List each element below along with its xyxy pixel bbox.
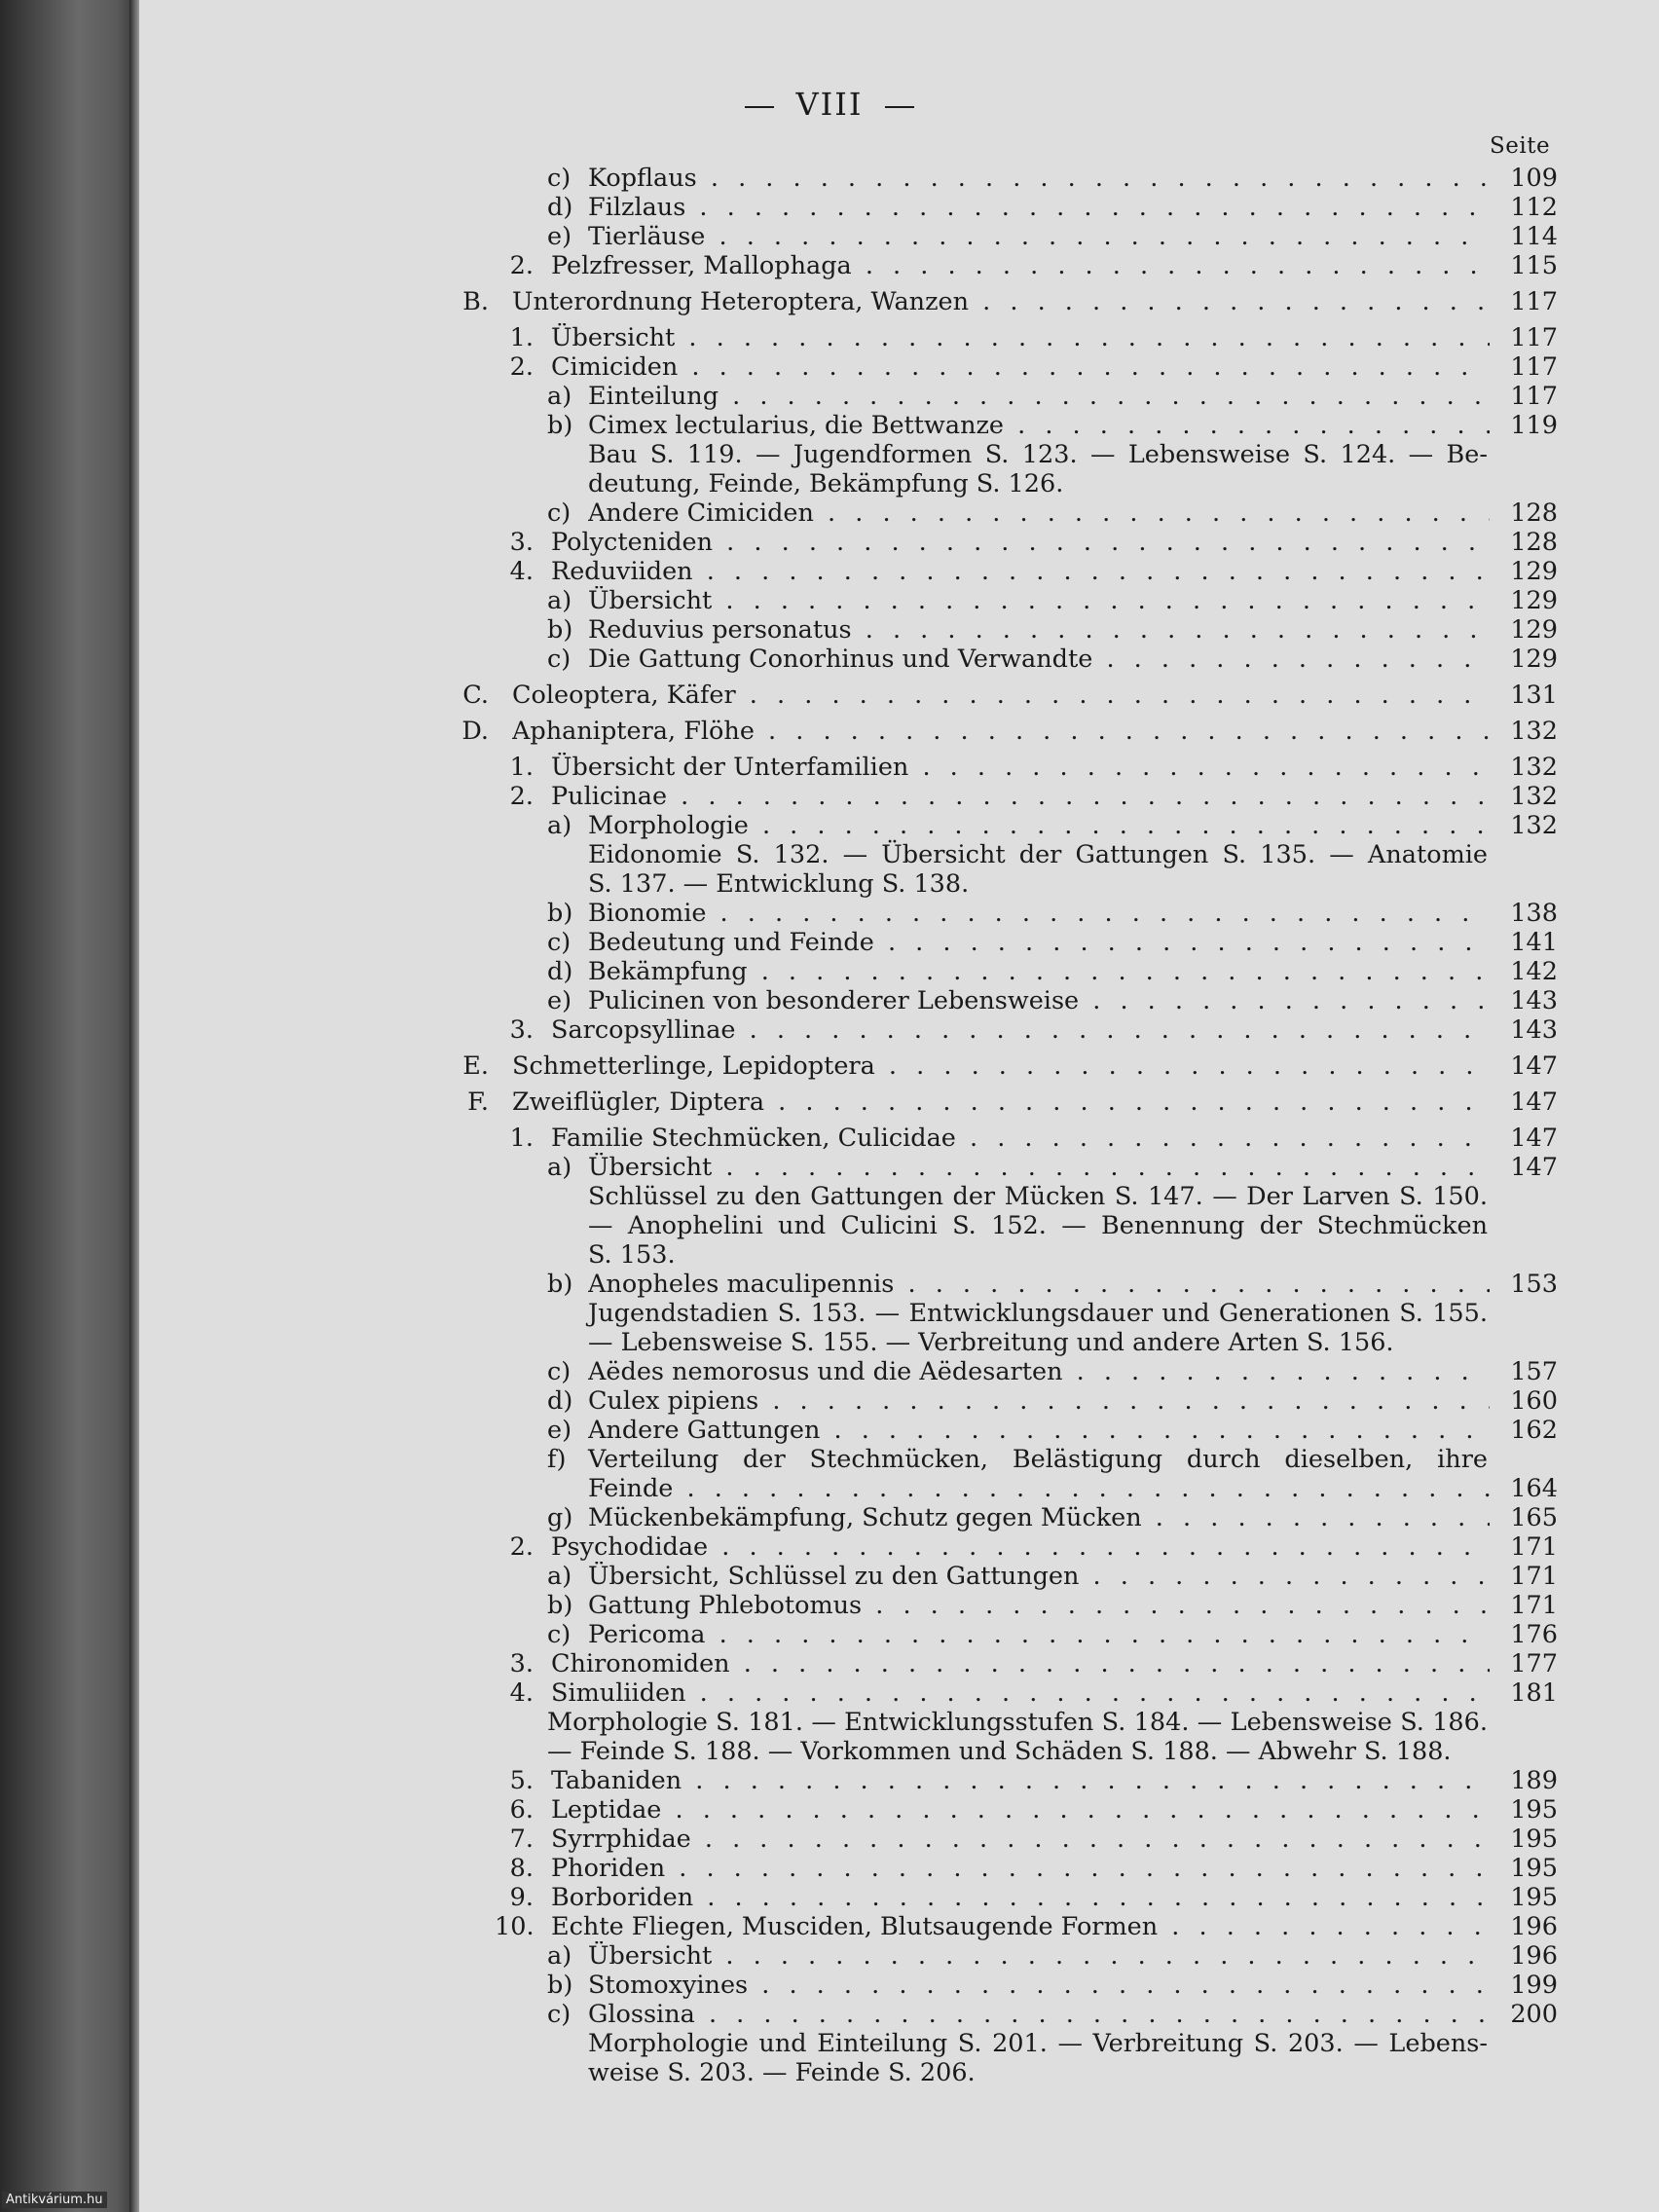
toc-entry-continuation <box>458 1474 1558 1503</box>
entry-label: c) <box>547 1357 571 1386</box>
entry-label: d) <box>547 1386 573 1416</box>
entry-label: d) <box>547 193 573 222</box>
entry-title: Tierläuse . . . <box>588 222 1490 251</box>
entry-label: 1. <box>509 323 534 352</box>
entry-label: e) <box>547 1416 572 1445</box>
entry-label: 2. <box>509 251 534 280</box>
toc-entry <box>458 1503 1558 1532</box>
toc-entry <box>458 586 1558 615</box>
toc-entry <box>458 1532 1558 1562</box>
entry-title: Filzlaus . . . <box>588 193 1490 222</box>
entry-label: e) <box>547 222 572 251</box>
entry-description: — Anophelini und Culicini S. 152. — Benennung der Stechmücken <box>588 1211 1488 1240</box>
toc-entry <box>458 899 1558 928</box>
toc-entry <box>458 1153 1558 1182</box>
entry-description: — Lebensweise S. 155. — Verbreitung und andere Arten S. 156. <box>588 1328 1394 1357</box>
toc-entry <box>458 1124 1558 1153</box>
entry-label: F. <box>467 1088 489 1117</box>
entry-page-number: 129 <box>1493 615 1558 645</box>
entry-title: Einteilung . . . <box>588 382 1490 411</box>
toc-entry <box>458 1270 1558 1299</box>
toc-entry <box>458 2000 1558 2029</box>
toc-entry <box>458 717 1558 746</box>
entry-title: Coleoptera, Käfer . . . <box>512 681 1490 710</box>
entry-page-number: 195 <box>1493 1825 1558 1854</box>
entry-title: Cimiciden . . . <box>551 352 1490 382</box>
toc-entry <box>458 1649 1558 1678</box>
entry-title: Simuliiden . . . <box>551 1678 1490 1708</box>
entry-title-continued: Feinde . . . <box>588 1474 1490 1503</box>
entry-page-number: 128 <box>1493 498 1558 528</box>
entry-label: 5. <box>509 1766 534 1795</box>
entry-page-number: 129 <box>1493 557 1558 586</box>
entry-title: Tabaniden . . . <box>551 1766 1490 1795</box>
entry-label: 1. <box>509 1124 534 1153</box>
entry-title: Kopflaus . . . <box>588 164 1490 193</box>
entry-page-number: 171 <box>1493 1591 1558 1620</box>
header-dash-left <box>745 106 774 108</box>
toc-entry <box>458 1088 1558 1117</box>
toc-entry <box>458 1416 1558 1445</box>
entry-description: Morphologie und Einteilung S. 201. — Verbreitung S. 203. — Lebens- <box>588 2029 1488 2058</box>
entry-label: b) <box>547 1971 573 2000</box>
book-spine <box>0 0 136 2212</box>
entry-label: 3. <box>509 1015 534 1045</box>
entry-page-number: 141 <box>1493 928 1558 957</box>
entry-description: — Feinde S. 188. — Vorkommen und Schäden S. 188. — Abwehr S. 188. <box>547 1737 1452 1766</box>
entry-label: C. <box>462 681 489 710</box>
entry-page-number: 160 <box>1493 1386 1558 1416</box>
entry-page-number: 132 <box>1493 717 1558 746</box>
entry-label: B. <box>462 287 489 316</box>
toc-entry <box>458 287 1558 316</box>
entry-page-number: 117 <box>1493 323 1558 352</box>
toc-entry <box>458 1620 1558 1649</box>
entry-page-number: 132 <box>1493 811 1558 840</box>
entry-title: Übersicht, Schlüssel zu den Gattungen . . . <box>588 1562 1490 1591</box>
entry-page-number: 177 <box>1493 1649 1558 1678</box>
toc-entry <box>458 1015 1558 1045</box>
toc-entry <box>458 1386 1558 1416</box>
entry-page-number: 142 <box>1493 957 1558 986</box>
entry-description: Jugendstadien S. 153. — Entwicklungsdauer und Generationen S. 155. <box>588 1299 1488 1328</box>
entry-page-number: 138 <box>1493 899 1558 928</box>
entry-page-number: 147 <box>1493 1124 1558 1153</box>
entry-description: Schlüssel zu den Gattungen der Mücken S. 147. — Der Larven S. 150. <box>588 1182 1488 1211</box>
entry-page-number: 115 <box>1493 251 1558 280</box>
entry-label: c) <box>547 645 571 674</box>
toc-entry <box>458 1883 1558 1912</box>
entry-title: Übersicht . . . <box>588 586 1490 615</box>
entry-title: Psychodidae . . . <box>551 1532 1490 1562</box>
entry-title: Anopheles maculipennis . . . <box>588 1270 1490 1299</box>
toc-entry <box>458 557 1558 586</box>
entry-title: Bionomie . . . <box>588 899 1490 928</box>
entry-title: Pericoma . . . <box>588 1620 1490 1649</box>
entry-title: Syrrphidae . . . <box>551 1825 1490 1854</box>
entry-label: a) <box>547 811 572 840</box>
entry-label: 8. <box>509 1854 534 1883</box>
entry-label: 10. <box>495 1912 535 1941</box>
entry-label: 3. <box>509 528 534 557</box>
entry-label: a) <box>547 1153 572 1182</box>
entry-page-number: 119 <box>1493 411 1558 440</box>
entry-title: Leptidae . . . <box>551 1795 1490 1825</box>
entry-label: 2. <box>509 352 534 382</box>
entry-title: Pulicinen von besonderer Lebensweise . . . <box>588 986 1490 1015</box>
toc-entry <box>458 1766 1558 1795</box>
entry-label: f) <box>547 1445 567 1474</box>
toc-entry <box>458 1971 1558 2000</box>
toc-entry <box>458 1591 1558 1620</box>
toc-entry <box>458 928 1558 957</box>
entry-label: b) <box>547 899 573 928</box>
toc-entry <box>458 957 1558 986</box>
entry-page-number: 157 <box>1493 1357 1558 1386</box>
entry-label: 3. <box>509 1649 534 1678</box>
entry-page-number: 200 <box>1493 2000 1558 2029</box>
entry-page-number: 132 <box>1493 782 1558 811</box>
entry-title: Übersicht . . . <box>551 323 1490 352</box>
entry-description: Eidonomie S. 132. — Übersicht der Gattungen S. 135. — Anatomie <box>588 840 1488 869</box>
entry-title: Unterordnung Heteroptera, Wanzen . . . <box>512 287 1490 316</box>
entry-page-number: 114 <box>1493 222 1558 251</box>
entry-title: Übersicht . . . <box>588 1153 1490 1182</box>
toc-entry <box>458 528 1558 557</box>
toc-entry <box>458 323 1558 352</box>
entry-title: Glossina . . . <box>588 2000 1490 2029</box>
entry-page-number: 162 <box>1493 1416 1558 1445</box>
entry-title: Aëdes nemorosus und die Aëdesarten . . . <box>588 1357 1490 1386</box>
entry-page-number: 195 <box>1493 1883 1558 1912</box>
entry-page-number: 117 <box>1493 382 1558 411</box>
entry-label: 6. <box>509 1795 534 1825</box>
entry-page-number: 199 <box>1493 1971 1558 2000</box>
toc-entry <box>458 251 1558 280</box>
entry-page-number: 143 <box>1493 1015 1558 1045</box>
entry-title: Bekämpfung . . . <box>588 957 1490 986</box>
entry-page-number: 132 <box>1493 753 1558 782</box>
entry-page-number: 171 <box>1493 1562 1558 1591</box>
toc-entry <box>458 1445 1558 1474</box>
entry-label: e) <box>547 986 572 1015</box>
toc-entry <box>458 645 1558 674</box>
entry-title: Stomoxyines . . . <box>588 1971 1490 2000</box>
spine-edge <box>129 0 139 2212</box>
entry-title: Pelzfresser, Mallophaga . . . <box>551 251 1490 280</box>
entry-page-number: 128 <box>1493 528 1558 557</box>
toc-entry <box>458 164 1558 193</box>
entry-description: S. 137. — Entwicklung S. 138. <box>588 869 970 899</box>
toc-entry <box>458 1825 1558 1854</box>
page-header <box>0 86 1659 123</box>
entry-page-number: 131 <box>1493 681 1558 710</box>
entry-page-number: 109 <box>1493 164 1558 193</box>
entry-title: Zweiflügler, Diptera . . . <box>512 1088 1490 1117</box>
toc-entry <box>458 1941 1558 1971</box>
toc-entry <box>458 411 1558 440</box>
entry-title: Die Gattung Conorhinus und Verwandte . . . <box>588 645 1490 674</box>
entry-label: b) <box>547 615 573 645</box>
entry-title: Cimex lectularius, die Bettwanze . . . <box>588 411 1490 440</box>
entry-page-number: 195 <box>1493 1795 1558 1825</box>
toc-entry <box>458 1357 1558 1386</box>
entry-page-number: 129 <box>1493 645 1558 674</box>
entry-label: 2. <box>509 782 534 811</box>
entry-page-number: 165 <box>1493 1503 1558 1532</box>
entry-page-number: 196 <box>1493 1941 1558 1971</box>
entry-description: S. 153. <box>588 1240 676 1270</box>
entry-title: Sarcopsyllinae . . . <box>551 1015 1490 1045</box>
entry-page-number: 112 <box>1493 193 1558 222</box>
entry-label: b) <box>547 1591 573 1620</box>
entry-title: Aphaniptera, Flöhe . . . <box>512 717 1490 746</box>
toc-entry <box>458 193 1558 222</box>
entry-page-number: 117 <box>1493 352 1558 382</box>
entry-title: Reduviiden . . . <box>551 557 1490 586</box>
watermark: Antikvárium.hu <box>2 2192 107 2208</box>
entry-title: Chironomiden . . . <box>551 1649 1490 1678</box>
entry-description: Bau S. 119. — Jugendformen S. 123. — Lebensweise S. 124. — Be- <box>588 440 1488 469</box>
toc-entry <box>458 1912 1558 1941</box>
entry-label: c) <box>547 1620 571 1649</box>
entry-label: 9. <box>509 1883 534 1912</box>
entry-page-number: 147 <box>1493 1153 1558 1182</box>
entry-label: a) <box>547 1562 572 1591</box>
toc-entry <box>458 986 1558 1015</box>
entry-page-number: 176 <box>1493 1620 1558 1649</box>
toc-entry <box>458 1678 1558 1708</box>
entry-title: Bedeutung und Feinde . . . <box>588 928 1490 957</box>
toc-entry <box>458 753 1558 782</box>
toc-entry <box>458 811 1558 840</box>
entry-label: E. <box>462 1051 489 1081</box>
toc-entry <box>458 498 1558 528</box>
entry-label: a) <box>547 586 572 615</box>
entry-label: b) <box>547 411 573 440</box>
entry-title: Phoriden . . . <box>551 1854 1490 1883</box>
toc-entry <box>458 382 1558 411</box>
entry-page-number: 164 <box>1493 1474 1558 1503</box>
entry-label: d) <box>547 957 573 986</box>
toc-entry <box>458 1795 1558 1825</box>
entry-label: g) <box>547 1503 573 1532</box>
entry-description: Morphologie S. 181. — Entwicklungsstufen S. 184. — Lebensweise S. 186. <box>547 1708 1488 1737</box>
entry-title: Andere Gattungen . . . <box>588 1416 1490 1445</box>
toc-entry <box>458 615 1558 645</box>
toc-entry <box>458 222 1558 251</box>
entry-description: weise S. 203. — Feinde S. 206. <box>588 2058 976 2087</box>
entry-description: deutung, Feinde, Bekämpfung S. 126. <box>588 469 1064 498</box>
entry-title: Pulicinae . . . <box>551 782 1490 811</box>
entry-page-number: 147 <box>1493 1051 1558 1081</box>
toc-entry <box>458 681 1558 710</box>
entry-label: 7. <box>509 1825 534 1854</box>
entry-title: Reduvius personatus . . . <box>588 615 1490 645</box>
entry-page-number: 171 <box>1493 1532 1558 1562</box>
entry-page-number: 147 <box>1493 1088 1558 1117</box>
entry-page-number: 129 <box>1493 586 1558 615</box>
entry-label: c) <box>547 164 571 193</box>
entry-title: Übersicht der Unterfamilien . . . <box>551 753 1490 782</box>
entry-page-number: 153 <box>1493 1270 1558 1299</box>
entry-title: Familie Stechmücken, Culicidae . . . <box>551 1124 1490 1153</box>
entry-title: Gattung Phlebotomus . . . <box>588 1591 1490 1620</box>
toc-entry <box>458 1854 1558 1883</box>
entry-title: Mückenbekämpfung, Schutz gegen Mücken . . . <box>588 1503 1490 1532</box>
entry-page-number: 195 <box>1493 1854 1558 1883</box>
entry-page-number: 117 <box>1493 287 1558 316</box>
header-dash-right <box>885 106 914 108</box>
entry-title: Andere Cimiciden . . . <box>588 498 1490 528</box>
entry-title: Übersicht . . . <box>588 1941 1490 1971</box>
toc-entry <box>458 1562 1558 1591</box>
entry-label: 1. <box>509 753 534 782</box>
entry-title: Morphologie . . . <box>588 811 1490 840</box>
entry-label: 4. <box>509 1678 534 1708</box>
entry-label: 2. <box>509 1532 534 1562</box>
column-header-seite: Seite <box>1490 133 1551 159</box>
toc-entry <box>458 352 1558 382</box>
entry-label: b) <box>547 1270 573 1299</box>
entry-page-number: 196 <box>1493 1912 1558 1941</box>
entry-title: Culex pipiens . . . <box>588 1386 1490 1416</box>
entry-label: a) <box>547 382 572 411</box>
table-of-contents <box>458 164 1558 2087</box>
entry-title: Borboriden . . . <box>551 1883 1490 1912</box>
toc-entry <box>458 782 1558 811</box>
entry-label: D. <box>461 717 489 746</box>
toc-entry <box>458 1051 1558 1081</box>
entry-title: Verteilung der Stechmücken, Belästigung durch dieselben, ihre <box>588 1445 1488 1474</box>
entry-label: 4. <box>509 557 534 586</box>
entry-page-number: 143 <box>1493 986 1558 1015</box>
entry-label: c) <box>547 928 571 957</box>
entry-title: Polycteniden . . . <box>551 528 1490 557</box>
entry-label: a) <box>547 1941 572 1971</box>
entry-page-number: 189 <box>1493 1766 1558 1795</box>
entry-page-number: 181 <box>1493 1678 1558 1708</box>
entry-label: c) <box>547 2000 571 2029</box>
entry-title: Schmetterlinge, Lepidoptera . . . <box>512 1051 1490 1081</box>
entry-title: Echte Fliegen, Musciden, Blutsaugende Formen . . . <box>551 1912 1490 1941</box>
page-number-roman: VIII <box>795 86 864 123</box>
entry-label: c) <box>547 498 571 528</box>
